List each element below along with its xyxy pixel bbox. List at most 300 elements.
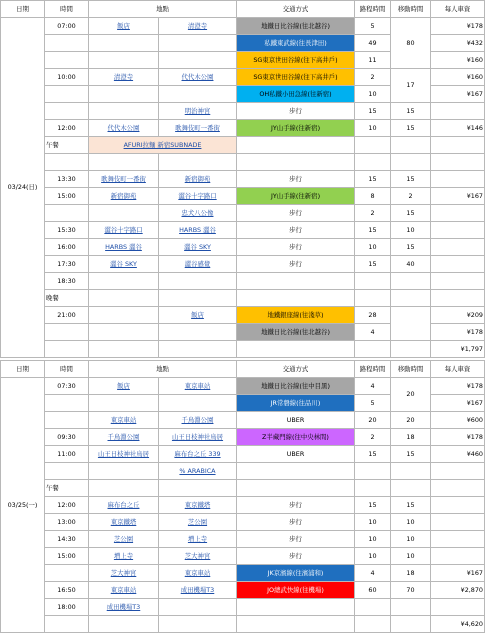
- route-time-cell: 60: [355, 582, 391, 599]
- transport-cell: 步行: [237, 239, 355, 256]
- itinerary-row: [1, 412, 485, 429]
- itinerary-row: [1, 565, 485, 582]
- to-place[interactable]: [159, 18, 237, 35]
- to-place-link[interactable]: 澀谷十字路口: [178, 191, 217, 200]
- move-time-cell: 20: [391, 412, 431, 429]
- fare-cell: [431, 599, 485, 616]
- transport-cell: 地鐵日比谷線(往北越谷): [237, 18, 355, 35]
- move-time-cell: [391, 273, 431, 290]
- lunch-place[interactable]: [89, 137, 237, 154]
- from-place-link[interactable]: 新宿御苑: [110, 191, 137, 200]
- fare-cell: ¥600: [431, 412, 485, 429]
- to-place: [159, 86, 237, 103]
- to-place[interactable]: [159, 256, 237, 273]
- header-fare: 每人車資: [431, 361, 485, 378]
- time-cell: 10:00: [45, 69, 89, 86]
- from-place[interactable]: [89, 18, 159, 35]
- time-cell: 18:00: [45, 599, 89, 616]
- header-transport: 交通方式: [237, 1, 355, 18]
- from-place[interactable]: [89, 171, 159, 188]
- itinerary-row: [1, 120, 485, 137]
- from-place[interactable]: [89, 412, 159, 429]
- header-time: 時間: [45, 361, 89, 378]
- from-place-link[interactable]: 飯店: [117, 21, 130, 30]
- route-time-cell: 10: [355, 239, 391, 256]
- transport-cell: 步行: [237, 497, 355, 514]
- from-place[interactable]: [89, 429, 159, 446]
- route-time-cell: 4: [355, 565, 391, 582]
- itinerary-row: [1, 514, 485, 531]
- to-place-link[interactable]: 山王日枝神社鳥居: [171, 432, 224, 441]
- from-place-link[interactable]: 増上寺: [113, 551, 134, 560]
- time-cell: [45, 616, 89, 633]
- from-place[interactable]: [89, 239, 159, 256]
- fare-cell: ¥460: [431, 446, 485, 463]
- to-place: [159, 599, 237, 616]
- time-cell: [45, 412, 89, 429]
- move-time-cell: 70: [391, 582, 431, 599]
- itinerary-row: [1, 18, 485, 35]
- move-time-cell: 2: [391, 188, 431, 205]
- route-time-cell: 2: [355, 205, 391, 222]
- header-time: 時間: [45, 1, 89, 18]
- transport-cell: SG東京世田谷線(往下高井戶): [237, 52, 355, 69]
- to-place[interactable]: [159, 120, 237, 137]
- header-date: 日期: [1, 361, 45, 378]
- fare-cell: ¥160: [431, 52, 485, 69]
- time-cell: 18:30: [45, 273, 89, 290]
- from-place[interactable]: [89, 548, 159, 565]
- time-cell: 14:30: [45, 531, 89, 548]
- header-move-time: 移動時間: [391, 361, 431, 378]
- route-time-cell: 5: [355, 18, 391, 35]
- lunch-place-link[interactable]: AFURI拉麵 新宿SUBNADE: [123, 140, 202, 149]
- itinerary-row: [1, 616, 485, 633]
- transport-cell: 步行: [237, 205, 355, 222]
- time-cell: 午餐: [45, 480, 89, 497]
- move-time-cell: [391, 616, 431, 633]
- move-time-cell: [391, 341, 431, 358]
- fare-cell: [431, 171, 485, 188]
- to-place-link[interactable]: 東京車站: [184, 568, 211, 577]
- transport-cell: UBER: [237, 446, 355, 463]
- route-time-cell: 15: [355, 497, 391, 514]
- time-cell: [45, 35, 89, 52]
- header-move-time: 移動時間: [391, 1, 431, 18]
- transport-cell: 私鐵東武線(往長津田): [237, 35, 355, 52]
- to-place: [159, 395, 237, 412]
- to-place-link[interactable]: 芝公園: [187, 517, 208, 526]
- itinerary-row: [1, 307, 485, 324]
- time-cell: 15:00: [45, 548, 89, 565]
- from-place: [89, 86, 159, 103]
- header-place: 地點: [89, 1, 237, 18]
- to-place-link[interactable]: 代代木公園: [181, 72, 214, 81]
- move-time-cell: 15: [391, 239, 431, 256]
- to-place[interactable]: [159, 514, 237, 531]
- itinerary-row: [1, 497, 485, 514]
- time-cell: 21:00: [45, 307, 89, 324]
- transport-cell: JR常磐線(往品川): [237, 395, 355, 412]
- route-time-cell: [355, 599, 391, 616]
- from-place-link[interactable]: 澀谷 SKY: [110, 259, 137, 268]
- from-place-link[interactable]: 代代木公園: [107, 123, 140, 132]
- route-time-cell: 2: [355, 429, 391, 446]
- transport-cell: JY山手線(往新宿): [237, 120, 355, 137]
- fare-cell: ¥178: [431, 429, 485, 446]
- transport-cell: 地鐵日比谷線(往中目黑): [237, 378, 355, 395]
- itinerary-row: [1, 239, 485, 256]
- empty-cell: [237, 137, 355, 154]
- fare-cell: [431, 497, 485, 514]
- from-place-link[interactable]: 東京鐵塔: [110, 517, 137, 526]
- time-cell: 12:00: [45, 120, 89, 137]
- move-time-cell: [391, 154, 431, 171]
- itinerary-row: [1, 446, 485, 463]
- lunch-row: [1, 137, 485, 154]
- from-place[interactable]: [89, 565, 159, 582]
- from-place[interactable]: [89, 120, 159, 137]
- to-place[interactable]: [159, 239, 237, 256]
- to-place[interactable]: [159, 69, 237, 86]
- transport-cell: [237, 341, 355, 358]
- fare-cell: [431, 290, 485, 307]
- route-time-cell: [355, 154, 391, 171]
- from-place-link[interactable]: 芝公園: [113, 534, 134, 543]
- header-row: [1, 361, 485, 378]
- header-route-time: 路程時間: [355, 361, 391, 378]
- itinerary-row: [1, 429, 485, 446]
- fare-cell: ¥167: [431, 565, 485, 582]
- transport-cell: 步行: [237, 171, 355, 188]
- from-place: [89, 395, 159, 412]
- itinerary-row: [1, 69, 485, 86]
- itinerary-table-day2: [0, 360, 485, 633]
- to-place-link[interactable]: 明治神宮: [184, 106, 211, 115]
- fare-cell: [431, 514, 485, 531]
- move-time-cell: 15: [391, 497, 431, 514]
- time-cell: [45, 205, 89, 222]
- time-cell: 晚餐: [45, 290, 89, 307]
- move-time-cell: 15: [391, 171, 431, 188]
- transport-cell: [237, 154, 355, 171]
- transport-cell: 步行: [237, 256, 355, 273]
- transport-cell: JY山手線(往新宿): [237, 188, 355, 205]
- time-cell: 16:50: [45, 582, 89, 599]
- from-place: [89, 463, 159, 480]
- fare-cell: ¥178: [431, 324, 485, 341]
- from-place[interactable]: [89, 69, 159, 86]
- empty-cell: [431, 137, 485, 154]
- from-place[interactable]: [89, 446, 159, 463]
- transport-cell: [237, 616, 355, 633]
- to-place-link[interactable]: 東京鐵塔: [184, 500, 211, 509]
- to-place-link[interactable]: % ARABICA: [179, 466, 216, 475]
- to-place-link[interactable]: 澀谷感覺: [184, 259, 211, 268]
- from-place-link[interactable]: 清澄寺: [113, 72, 134, 81]
- move-time-cell: 10: [391, 222, 431, 239]
- time-cell: 09:30: [45, 429, 89, 446]
- header-fare: 每人車資: [431, 1, 485, 18]
- transport-cell: [237, 273, 355, 290]
- time-cell: 15:00: [45, 188, 89, 205]
- to-place[interactable]: [159, 412, 237, 429]
- fare-cell: ¥209: [431, 307, 485, 324]
- from-place: [89, 307, 159, 324]
- to-place[interactable]: [159, 429, 237, 446]
- time-cell: [45, 463, 89, 480]
- time-cell: 17:30: [45, 256, 89, 273]
- transport-cell: [237, 463, 355, 480]
- from-place-link[interactable]: 麻布台之丘: [107, 500, 140, 509]
- route-time-cell: 10: [355, 86, 391, 103]
- time-cell: [45, 86, 89, 103]
- date-cell: 03/25(一): [1, 378, 45, 633]
- from-place: [89, 154, 159, 171]
- to-place[interactable]: [159, 446, 237, 463]
- from-place-link[interactable]: 飯店: [117, 381, 130, 390]
- route-time-cell: [355, 463, 391, 480]
- header-transport: 交通方式: [237, 361, 355, 378]
- total-fare: ¥1,797: [431, 341, 485, 358]
- route-time-cell: 15: [355, 256, 391, 273]
- from-place-link[interactable]: 歌舞伎町一番街: [101, 174, 146, 183]
- move-time-cell: [391, 599, 431, 616]
- route-time-cell: 10: [355, 514, 391, 531]
- transport-cell: 步行: [237, 548, 355, 565]
- transport-cell: SG東京世田谷線(往下高井戶): [237, 69, 355, 86]
- transport-cell: [237, 480, 355, 497]
- itinerary-row: [1, 582, 485, 599]
- to-place-link[interactable]: HARBS 澀谷: [179, 225, 216, 234]
- to-place-link[interactable]: 忠犬八公像: [181, 208, 214, 217]
- to-place: [159, 324, 237, 341]
- transport-cell: JO總武快線(往機場): [237, 582, 355, 599]
- from-place-link[interactable]: 千鳥淵公園: [107, 432, 140, 441]
- to-place-link[interactable]: 新宿御苑: [184, 174, 211, 183]
- itinerary-row: [1, 548, 485, 565]
- empty-cell: [355, 137, 391, 154]
- route-time-cell: 8: [355, 188, 391, 205]
- from-place[interactable]: [89, 599, 159, 616]
- to-place-link[interactable]: 歌舞伎町一番街: [175, 123, 220, 132]
- route-time-cell: [355, 341, 391, 358]
- time-cell: 11:00: [45, 446, 89, 463]
- to-place[interactable]: [159, 463, 237, 480]
- route-time-cell: 10: [355, 120, 391, 137]
- move-time-cell: 20: [391, 378, 431, 412]
- route-time-cell: [355, 616, 391, 633]
- to-place[interactable]: [159, 565, 237, 582]
- transport-cell: 步行: [237, 514, 355, 531]
- to-place-link[interactable]: 成田機場T3: [180, 585, 215, 594]
- from-place: [89, 103, 159, 120]
- route-time-cell: [355, 480, 391, 497]
- fare-cell: ¥167: [431, 395, 485, 412]
- from-place[interactable]: [89, 531, 159, 548]
- route-time-cell: 10: [355, 548, 391, 565]
- to-place-link[interactable]: 麻布台之丘 339: [174, 449, 221, 458]
- to-place[interactable]: [159, 378, 237, 395]
- fare-cell: [431, 222, 485, 239]
- route-time-cell: 28: [355, 307, 391, 324]
- time-cell: 16:00: [45, 239, 89, 256]
- to-place[interactable]: [159, 582, 237, 599]
- fare-cell: [431, 548, 485, 565]
- from-place-link[interactable]: 成田機場T3: [106, 602, 141, 611]
- move-time-cell: 10: [391, 514, 431, 531]
- time-cell: [45, 341, 89, 358]
- to-place: [159, 273, 237, 290]
- route-time-cell: 11: [355, 52, 391, 69]
- itinerary-row: [1, 222, 485, 239]
- lunch-label: 午餐: [45, 137, 89, 154]
- fare-cell: [431, 273, 485, 290]
- fare-cell: ¥178: [431, 18, 485, 35]
- transport-cell: 地鐵銀座線(往淺草): [237, 307, 355, 324]
- to-place: [159, 154, 237, 171]
- to-place[interactable]: [159, 205, 237, 222]
- move-time-cell: [391, 463, 431, 480]
- to-place: [159, 35, 237, 52]
- fare-cell: ¥432: [431, 35, 485, 52]
- to-place-link[interactable]: 澀谷 SKY: [184, 242, 211, 251]
- time-cell: 07:00: [45, 18, 89, 35]
- from-place: [89, 324, 159, 341]
- from-place-link[interactable]: 東京車站: [110, 415, 137, 424]
- itinerary-row: [1, 171, 485, 188]
- itinerary-row: [1, 205, 485, 222]
- transport-cell: JK京濱線(往濱浦和): [237, 565, 355, 582]
- header-date: 日期: [1, 1, 45, 18]
- to-place[interactable]: [159, 497, 237, 514]
- itinerary-row: [1, 463, 485, 480]
- from-place-link[interactable]: 山王日枝神社鳥居: [97, 449, 150, 458]
- to-place-link[interactable]: 芝大神宮: [184, 551, 211, 560]
- to-place[interactable]: [159, 307, 237, 324]
- itinerary-row: [1, 531, 485, 548]
- route-time-cell: 15: [355, 103, 391, 120]
- itinerary-row: [1, 154, 485, 171]
- route-time-cell: 2: [355, 69, 391, 86]
- from-place[interactable]: [89, 222, 159, 239]
- from-place: [89, 52, 159, 69]
- to-place[interactable]: [159, 222, 237, 239]
- time-cell: [45, 103, 89, 120]
- time-cell: 13:30: [45, 171, 89, 188]
- time-cell: [45, 324, 89, 341]
- fare-cell: [431, 531, 485, 548]
- move-time-cell: [391, 307, 431, 341]
- route-time-cell: [355, 290, 391, 307]
- to-place-link[interactable]: 清澄寺: [187, 21, 208, 30]
- to-place: [159, 616, 237, 633]
- from-place: [89, 35, 159, 52]
- transport-cell: 地鐵日比谷線(往北越谷): [237, 324, 355, 341]
- route-time-cell: 49: [355, 35, 391, 52]
- transport-cell: 步行: [237, 103, 355, 120]
- move-time-cell: 17: [391, 69, 431, 103]
- move-time-cell: 15: [391, 446, 431, 463]
- to-place[interactable]: [159, 103, 237, 120]
- from-place: [89, 341, 159, 358]
- transport-cell: 步行: [237, 222, 355, 239]
- time-cell: [45, 565, 89, 582]
- to-place[interactable]: [159, 548, 237, 565]
- move-time-cell: [391, 290, 431, 307]
- transport-cell: OH私鐵小田急線(往新宿): [237, 86, 355, 103]
- from-place-link[interactable]: 芝大神宮: [110, 568, 137, 577]
- from-place[interactable]: [89, 256, 159, 273]
- time-cell: 15:30: [45, 222, 89, 239]
- to-place: [159, 480, 237, 497]
- from-place: [89, 616, 159, 633]
- to-place-link[interactable]: 東京車站: [184, 381, 211, 390]
- fare-cell: [431, 239, 485, 256]
- move-time-cell: 18: [391, 429, 431, 446]
- time-cell: 12:00: [45, 497, 89, 514]
- header-route-time: 路程時間: [355, 1, 391, 18]
- time-cell: [45, 52, 89, 69]
- to-place[interactable]: [159, 171, 237, 188]
- fare-cell: [431, 205, 485, 222]
- header-place: 地點: [89, 361, 237, 378]
- itinerary-row: [1, 290, 485, 307]
- transport-cell: [237, 599, 355, 616]
- itinerary-row: [1, 599, 485, 616]
- route-time-cell: 15: [355, 171, 391, 188]
- fare-cell: ¥160: [431, 69, 485, 86]
- transport-cell: UBER: [237, 412, 355, 429]
- from-place[interactable]: [89, 378, 159, 395]
- from-place: [89, 205, 159, 222]
- time-cell: 07:30: [45, 378, 89, 395]
- route-time-cell: 4: [355, 324, 391, 341]
- route-time-cell: 5: [355, 395, 391, 412]
- from-place-link[interactable]: HARBS 澀谷: [105, 242, 142, 251]
- time-cell: 13:00: [45, 514, 89, 531]
- route-time-cell: 4: [355, 378, 391, 395]
- itinerary-row: [1, 378, 485, 395]
- from-place-link[interactable]: 東京車站: [110, 585, 137, 594]
- to-place: [159, 341, 237, 358]
- from-place[interactable]: [89, 497, 159, 514]
- fare-cell: ¥2,870: [431, 582, 485, 599]
- move-time-cell: 18: [391, 565, 431, 582]
- header-row: [1, 1, 485, 18]
- move-time-cell: 15: [391, 103, 431, 120]
- fare-cell: ¥178: [431, 378, 485, 395]
- itinerary-row: [1, 103, 485, 120]
- transport-cell: 步行: [237, 531, 355, 548]
- to-place-link[interactable]: 増上寺: [187, 534, 208, 543]
- route-time-cell: 15: [355, 222, 391, 239]
- to-place-link[interactable]: 飯店: [191, 310, 204, 319]
- fare-cell: [431, 480, 485, 497]
- from-place[interactable]: [89, 582, 159, 599]
- to-place[interactable]: [159, 531, 237, 548]
- transport-cell: Z半藏門線(往中央林間): [237, 429, 355, 446]
- from-place[interactable]: [89, 188, 159, 205]
- transport-cell: [237, 290, 355, 307]
- from-place-link[interactable]: 澀谷十字路口: [104, 225, 143, 234]
- fare-cell: ¥167: [431, 188, 485, 205]
- date-cell: 03/24(日): [1, 18, 45, 358]
- from-place[interactable]: [89, 514, 159, 531]
- to-place[interactable]: [159, 188, 237, 205]
- to-place-link[interactable]: 千鳥淵公園: [181, 415, 214, 424]
- route-time-cell: [355, 273, 391, 290]
